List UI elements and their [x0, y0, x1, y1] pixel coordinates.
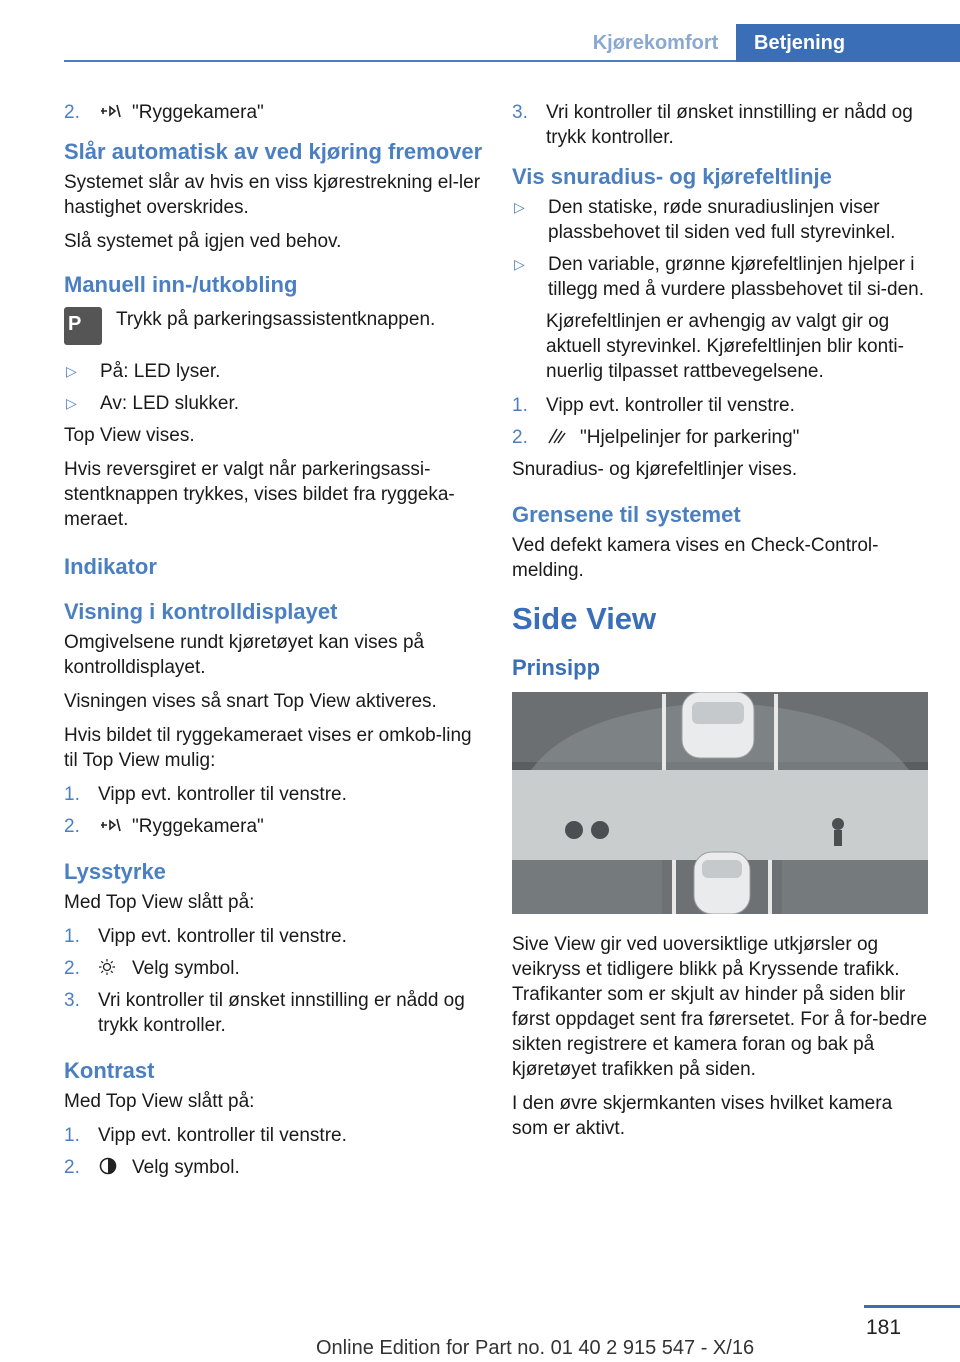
step-label: "Ryggekamera"	[132, 102, 264, 123]
paragraph: Systemet slår av hvis en viss kjørestrekning el-ler hastighet overskrides.	[64, 172, 481, 218]
bullet-text: Av: LED slukker.	[100, 393, 240, 414]
chapter-tab-active[interactable]: Betjening	[736, 24, 960, 62]
step-label: "Hjelpelinjer for parkering"	[580, 427, 800, 448]
heading-manual: Manuell inn-/utkobling	[64, 272, 298, 297]
step-number: 1.	[64, 926, 80, 947]
triangle-right-icon: ▷	[66, 395, 77, 411]
paragraph: Slå systemet på igjen ved behov.	[64, 231, 342, 252]
bullet-text: Den statiske, røde snuradiuslinjen viser plassbehovet til siden ved full styrevinkel.	[548, 197, 896, 243]
paragraph: Hvis reversgiret er valgt når parkeringsassi-stentknappen trykkes, vises bildet fra ryggeka-meraet.	[64, 459, 455, 530]
parking-assist-button-icon: P	[64, 307, 102, 345]
footer-rule	[864, 1305, 960, 1308]
left-column	[64, 100, 484, 1187]
step-label: Velg symbol.	[132, 958, 240, 979]
bullet-item	[512, 195, 932, 245]
paragraph: Snuradius- og kjørefeltlinjer vises.	[512, 459, 798, 480]
step-number: 3.	[512, 102, 528, 123]
page-number: 181	[866, 1316, 902, 1339]
triangle-right-icon: ▷	[66, 363, 77, 379]
bullet-text: Den variable, grønne kjørefeltlinjen hjelper i tillegg med å vurdere plassbehovet til si-den.	[548, 254, 924, 300]
parking-button-row	[64, 307, 484, 345]
step-item	[64, 100, 484, 125]
section-tab[interactable]: Kjørekomfort	[592, 31, 719, 54]
step-item	[64, 956, 484, 981]
heading-lysstyrke: Lysstyrke	[64, 859, 166, 884]
step-label: Vipp evt. kontroller til venstre.	[98, 1125, 347, 1146]
step-number: 1.	[512, 395, 528, 416]
step-item	[64, 1123, 484, 1148]
step-item	[64, 814, 484, 839]
bullet-item	[64, 391, 484, 416]
step-item	[512, 425, 932, 450]
step-label: Vri kontroller til ønsket innstilling er nådd og trykk kontroller.	[546, 102, 913, 148]
step-number: 2.	[64, 102, 80, 123]
sun-icon	[98, 958, 124, 976]
step-label: Vipp evt. kontroller til venstre.	[98, 926, 347, 947]
heading-visning: Visning i kontrolldisplayet	[64, 599, 338, 624]
heading-snuradius: Vis snuradius- og kjørefeltlinje	[512, 164, 832, 189]
paragraph: Omgivelsene rundt kjøretøyet kan vises på kontrolldisplayet.	[64, 632, 425, 678]
step-item	[512, 393, 932, 418]
right-column	[512, 100, 932, 1150]
step-item	[64, 1155, 484, 1180]
paragraph: Sive View gir ved uoversiktlige utkjørsler og veikryss et tidligere blikk på Kryssende trafikk. Trafikanter som er skjult av hinder på siden blir først oppdaget sent fra førersetet. For å for-bedre sikten registrere et kamera foran og bak på kjøretøyet trafikken på siden.	[512, 934, 928, 1080]
reverse-camera-icon	[98, 816, 124, 834]
step-number: 2.	[64, 1157, 80, 1178]
heading-auto-off: Slår automatisk av ved kjøring fremover	[64, 139, 483, 164]
triangle-right-icon: ▷	[514, 256, 525, 272]
heading-indikator: Indikator	[64, 554, 157, 579]
heading-prinsipp: Prinsipp	[512, 655, 601, 680]
step-number: 2.	[512, 427, 528, 448]
bullet-item	[64, 359, 484, 384]
paragraph: Hvis bildet til ryggekameraet vises er omkob-ling til Top View mulig:	[64, 725, 472, 771]
contrast-icon	[98, 1157, 124, 1175]
step-number: 1.	[64, 784, 80, 805]
step-number: 2.	[64, 958, 80, 979]
paragraph: Top View vises.	[64, 425, 195, 446]
paragraph: Med Top View slått på:	[64, 1091, 255, 1112]
paragraph: Kjørefeltlinjen er avhengig av valgt gir og aktuell styrevinkel. Kjørefeltlinjen blir konti-nuerlig tilpasset rattbevegelsene.	[546, 311, 904, 382]
paragraph: Trykk på parkeringsassistentknappen.	[116, 309, 436, 330]
side-view-illustration	[512, 692, 928, 914]
step-label: "Ryggekamera"	[132, 816, 264, 837]
heading-grensene: Grensene til systemet	[512, 502, 741, 527]
triangle-right-icon: ▷	[514, 199, 525, 215]
step-item	[64, 782, 484, 807]
step-item	[512, 100, 932, 150]
bullet-item	[512, 252, 932, 302]
paragraph: Visningen vises så snart Top View aktiveres.	[64, 691, 437, 712]
paragraph: Ved defekt kamera vises en Check-Control-melding.	[512, 535, 879, 581]
bullet-text: På: LED lyser.	[100, 361, 221, 382]
step-label: Vri kontroller til ønsket innstilling er nådd og trykk kontroller.	[98, 990, 465, 1036]
edition-note: Online Edition for Part no. 01 40 2 915 547 - X/16	[316, 1337, 755, 1359]
step-number: 1.	[64, 1125, 80, 1146]
step-number: 3.	[64, 990, 80, 1011]
reverse-camera-icon	[98, 102, 124, 120]
parking-lines-icon	[546, 427, 572, 445]
step-label: Vipp evt. kontroller til venstre.	[98, 784, 347, 805]
heading-kontrast: Kontrast	[64, 1058, 155, 1083]
step-label: Vipp evt. kontroller til venstre.	[546, 395, 795, 416]
step-item	[64, 924, 484, 949]
heading-side-view: Side View	[512, 601, 657, 636]
step-number: 2.	[64, 816, 80, 837]
paragraph: Med Top View slått på:	[64, 892, 255, 913]
step-item	[64, 988, 484, 1038]
paragraph: I den øvre skjermkanten vises hvilket kamera som er aktivt.	[512, 1093, 893, 1139]
step-label: Velg symbol.	[132, 1157, 240, 1178]
